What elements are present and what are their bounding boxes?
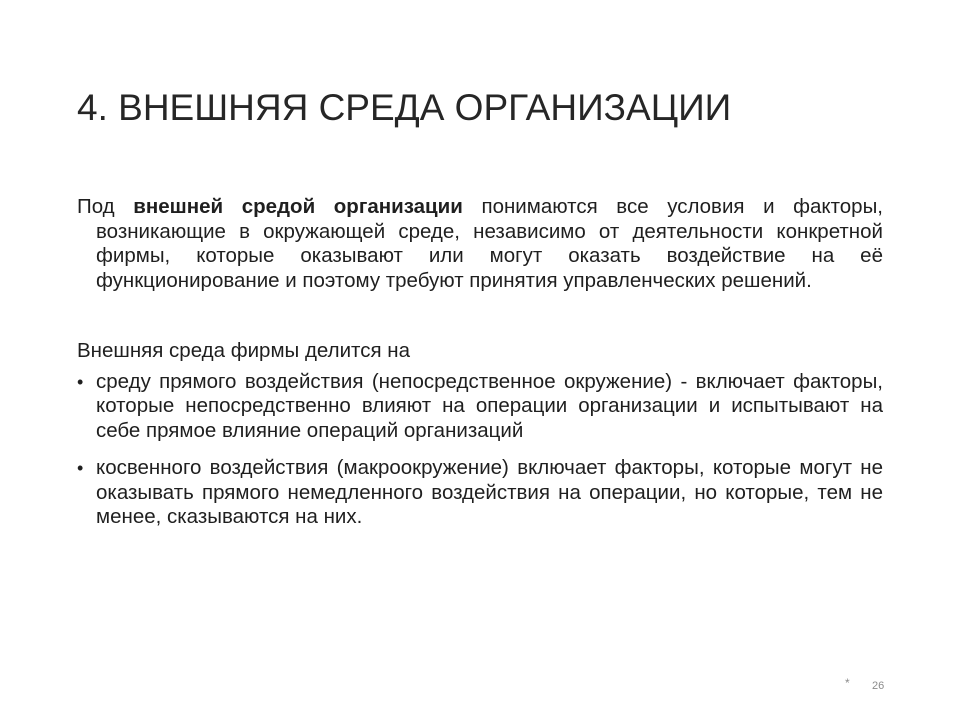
intro-paragraph [77,195,883,293]
bullet-text: косвенного воздействия (макроокружение) включает факторы, которые могут не оказывать прямого немедленного воздействия на операции, но которые, тем не менее, сказываются на них. [96,456,883,528]
footer-mark: * [845,676,850,690]
bullet-list [77,370,883,530]
list-item [77,456,883,530]
bullet-dot-icon: • [77,371,84,392]
page-number: 26 [872,680,885,692]
division-text: Внешняя среда фирмы делится на [77,339,410,362]
intro-rest: понимаются все условия и факторы, возникающие в окружающей среде, независимо от деятельности конкретной фирмы, которые оказывают или могут оказать воздействие на её функционирование и поэтому требуют принятия управленческих решений. [96,195,884,292]
slide-body [77,195,883,530]
slide-title: 4. ВНЕШНЯЯ СРЕДА ОРГАНИЗАЦИИ [77,87,732,128]
intro-bold-term: внешней средой организации [133,195,463,218]
bullet-dot-icon: • [77,458,84,478]
bullet-text: среду прямого воздействия (непосредственное окружение) - включает факторы, которые непосредственно влияют на операции организации и испытывают на себе прямое влияние операций организаций [96,369,883,442]
list-item [77,370,883,444]
intro-lead: Под [77,195,134,218]
